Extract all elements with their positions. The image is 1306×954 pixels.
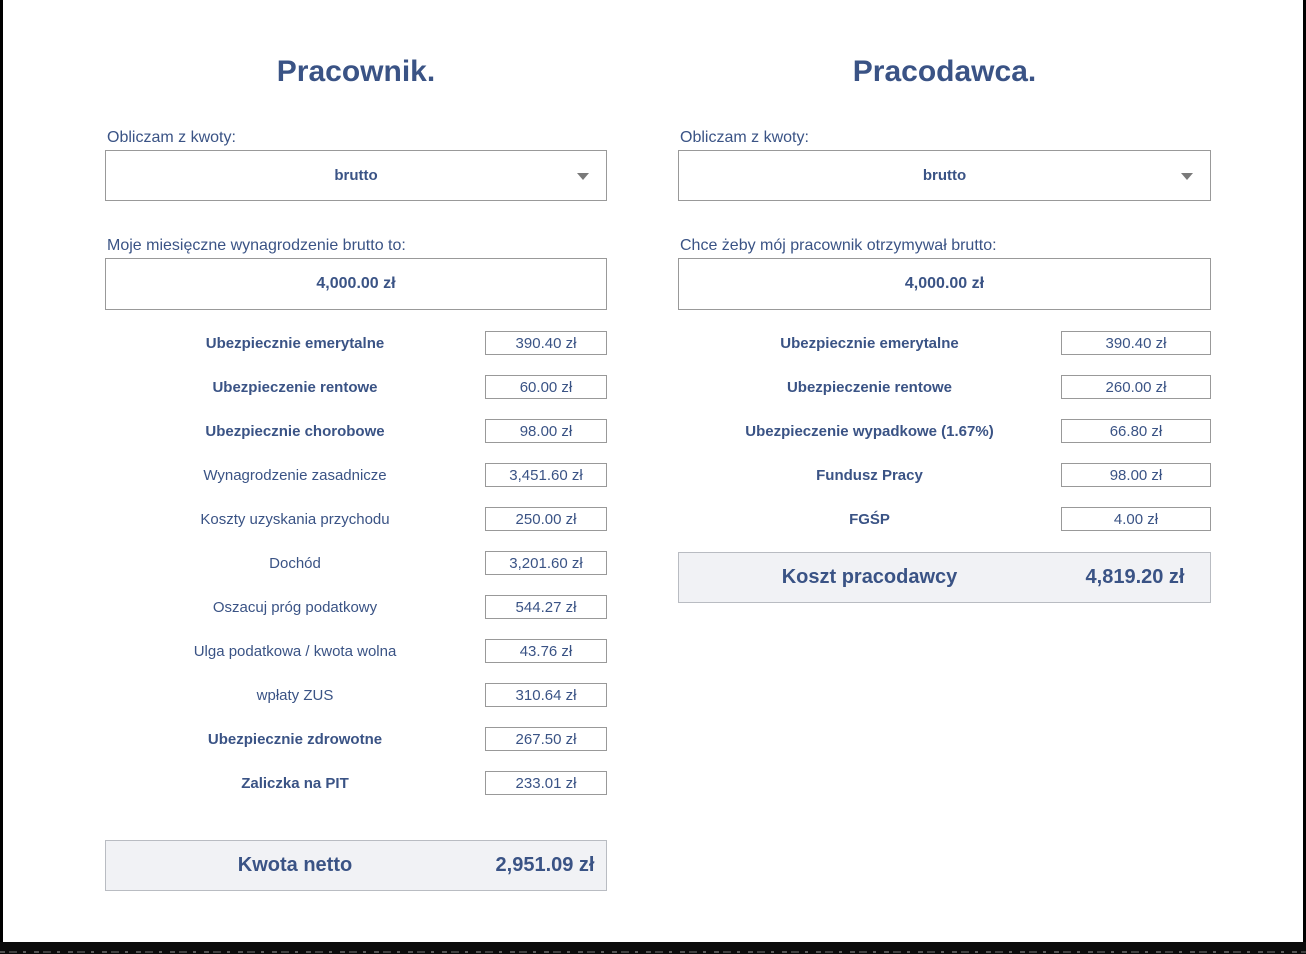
row-value-field[interactable]: 267.50 zł	[485, 727, 607, 751]
employer-cost-summary	[678, 552, 1211, 603]
table-row	[105, 507, 607, 531]
employer-calc-from-value: brutto	[922, 167, 967, 184]
bottom-black-bar	[0, 942, 1306, 954]
row-label: Ulga podatkowa / kwota wolna	[193, 642, 397, 660]
row-label: Oszacuj próg podatkowy	[212, 598, 378, 616]
table-row	[105, 331, 607, 355]
employee-calc-from-value: brutto	[334, 167, 378, 184]
chevron-down-icon	[577, 173, 589, 180]
row-value-field[interactable]: 390.40 zł	[485, 331, 607, 355]
row-value-field[interactable]: 544.27 zł	[485, 595, 607, 619]
row-value-field[interactable]: 98.00 zł	[1061, 463, 1211, 487]
employer-gross-amount-input[interactable]: 4,000.00 zł	[678, 258, 1211, 310]
table-row	[105, 419, 607, 443]
net-amount-value: 2,951.09 zł	[495, 854, 595, 876]
table-row	[678, 331, 1211, 355]
row-value-field[interactable]: 66.80 zł	[1061, 419, 1211, 443]
row-value-field[interactable]: 390.40 zł	[1061, 331, 1211, 355]
employee-gross-amount-input[interactable]: 4,000.00 zł	[105, 258, 607, 310]
row-value-field[interactable]: 98.00 zł	[485, 419, 607, 443]
chevron-down-icon	[1181, 173, 1193, 180]
employee-calc-from-select[interactable]	[105, 150, 607, 201]
employer-amount-label: Chce żeby mój pracownik otrzymywał brutto:	[680, 237, 997, 254]
row-label: Koszty uzyskania przychodu	[200, 510, 390, 528]
row-value-field[interactable]: 3,451.60 zł	[485, 463, 607, 487]
employee-amount-label: Moje miesięczne wynagrodzenie brutto to:	[107, 237, 406, 254]
employer-calc-from-select[interactable]	[678, 150, 1211, 201]
row-value-field[interactable]: 43.76 zł	[485, 639, 607, 663]
row-label: Ubezpiecznie zdrowotne	[207, 730, 383, 748]
table-row	[105, 727, 607, 751]
table-row	[678, 419, 1211, 443]
row-label: Wynagrodzenie zasadnicze	[203, 466, 387, 484]
employer-column	[678, 0, 1211, 603]
row-value-field[interactable]: 233.01 zł	[485, 771, 607, 795]
table-row	[678, 463, 1211, 487]
employer-rows	[678, 331, 1211, 531]
row-label: Ubezpieczenie wypadkowe (1.67%)	[745, 422, 994, 440]
row-label: Dochód	[269, 554, 321, 572]
table-row	[105, 771, 607, 795]
row-label: Zaliczka na PIT	[241, 774, 349, 792]
net-amount-label: Kwota netto	[237, 854, 353, 876]
row-label: Ubezpieczenie rentowe	[786, 378, 953, 396]
screen-edge-left	[0, 0, 3, 954]
table-row	[105, 375, 607, 399]
employer-title: Pracodawca.	[852, 55, 1037, 88]
row-label: Ubezpiecznie emerytalne	[780, 334, 959, 352]
employee-rows	[105, 331, 607, 795]
row-value-field[interactable]: 3,201.60 zł	[485, 551, 607, 575]
table-row	[105, 639, 607, 663]
table-row	[105, 595, 607, 619]
row-label: wpłaty ZUS	[256, 686, 334, 704]
employer-cost-value: 4,819.20 zł	[1085, 566, 1185, 588]
row-label: Fundusz Pracy	[816, 466, 923, 484]
employer-cost-label: Koszt pracodawcy	[781, 566, 958, 588]
row-label: Ubezpiecznie chorobowe	[205, 422, 385, 440]
row-value-field[interactable]: 310.64 zł	[485, 683, 607, 707]
row-value-field[interactable]: 60.00 zł	[485, 375, 607, 399]
table-row	[678, 507, 1211, 531]
table-row	[105, 463, 607, 487]
row-value-field[interactable]: 260.00 zł	[1061, 375, 1211, 399]
row-value-field[interactable]: 250.00 zł	[485, 507, 607, 531]
table-row	[105, 551, 607, 575]
row-value-field[interactable]: 4.00 zł	[1061, 507, 1211, 531]
employee-title: Pracownik.	[276, 55, 436, 88]
row-label: Ubezpiecznie emerytalne	[205, 334, 385, 352]
employee-calc-from-label: Obliczam z kwoty:	[107, 129, 236, 146]
row-label: Ubezpieczenie rentowe	[212, 378, 378, 396]
table-row	[105, 683, 607, 707]
employer-calc-from-label: Obliczam z kwoty:	[680, 129, 809, 146]
table-row	[678, 375, 1211, 399]
employee-column	[105, 0, 607, 891]
employee-net-summary	[105, 840, 607, 891]
row-label: FGŚP	[849, 510, 890, 528]
